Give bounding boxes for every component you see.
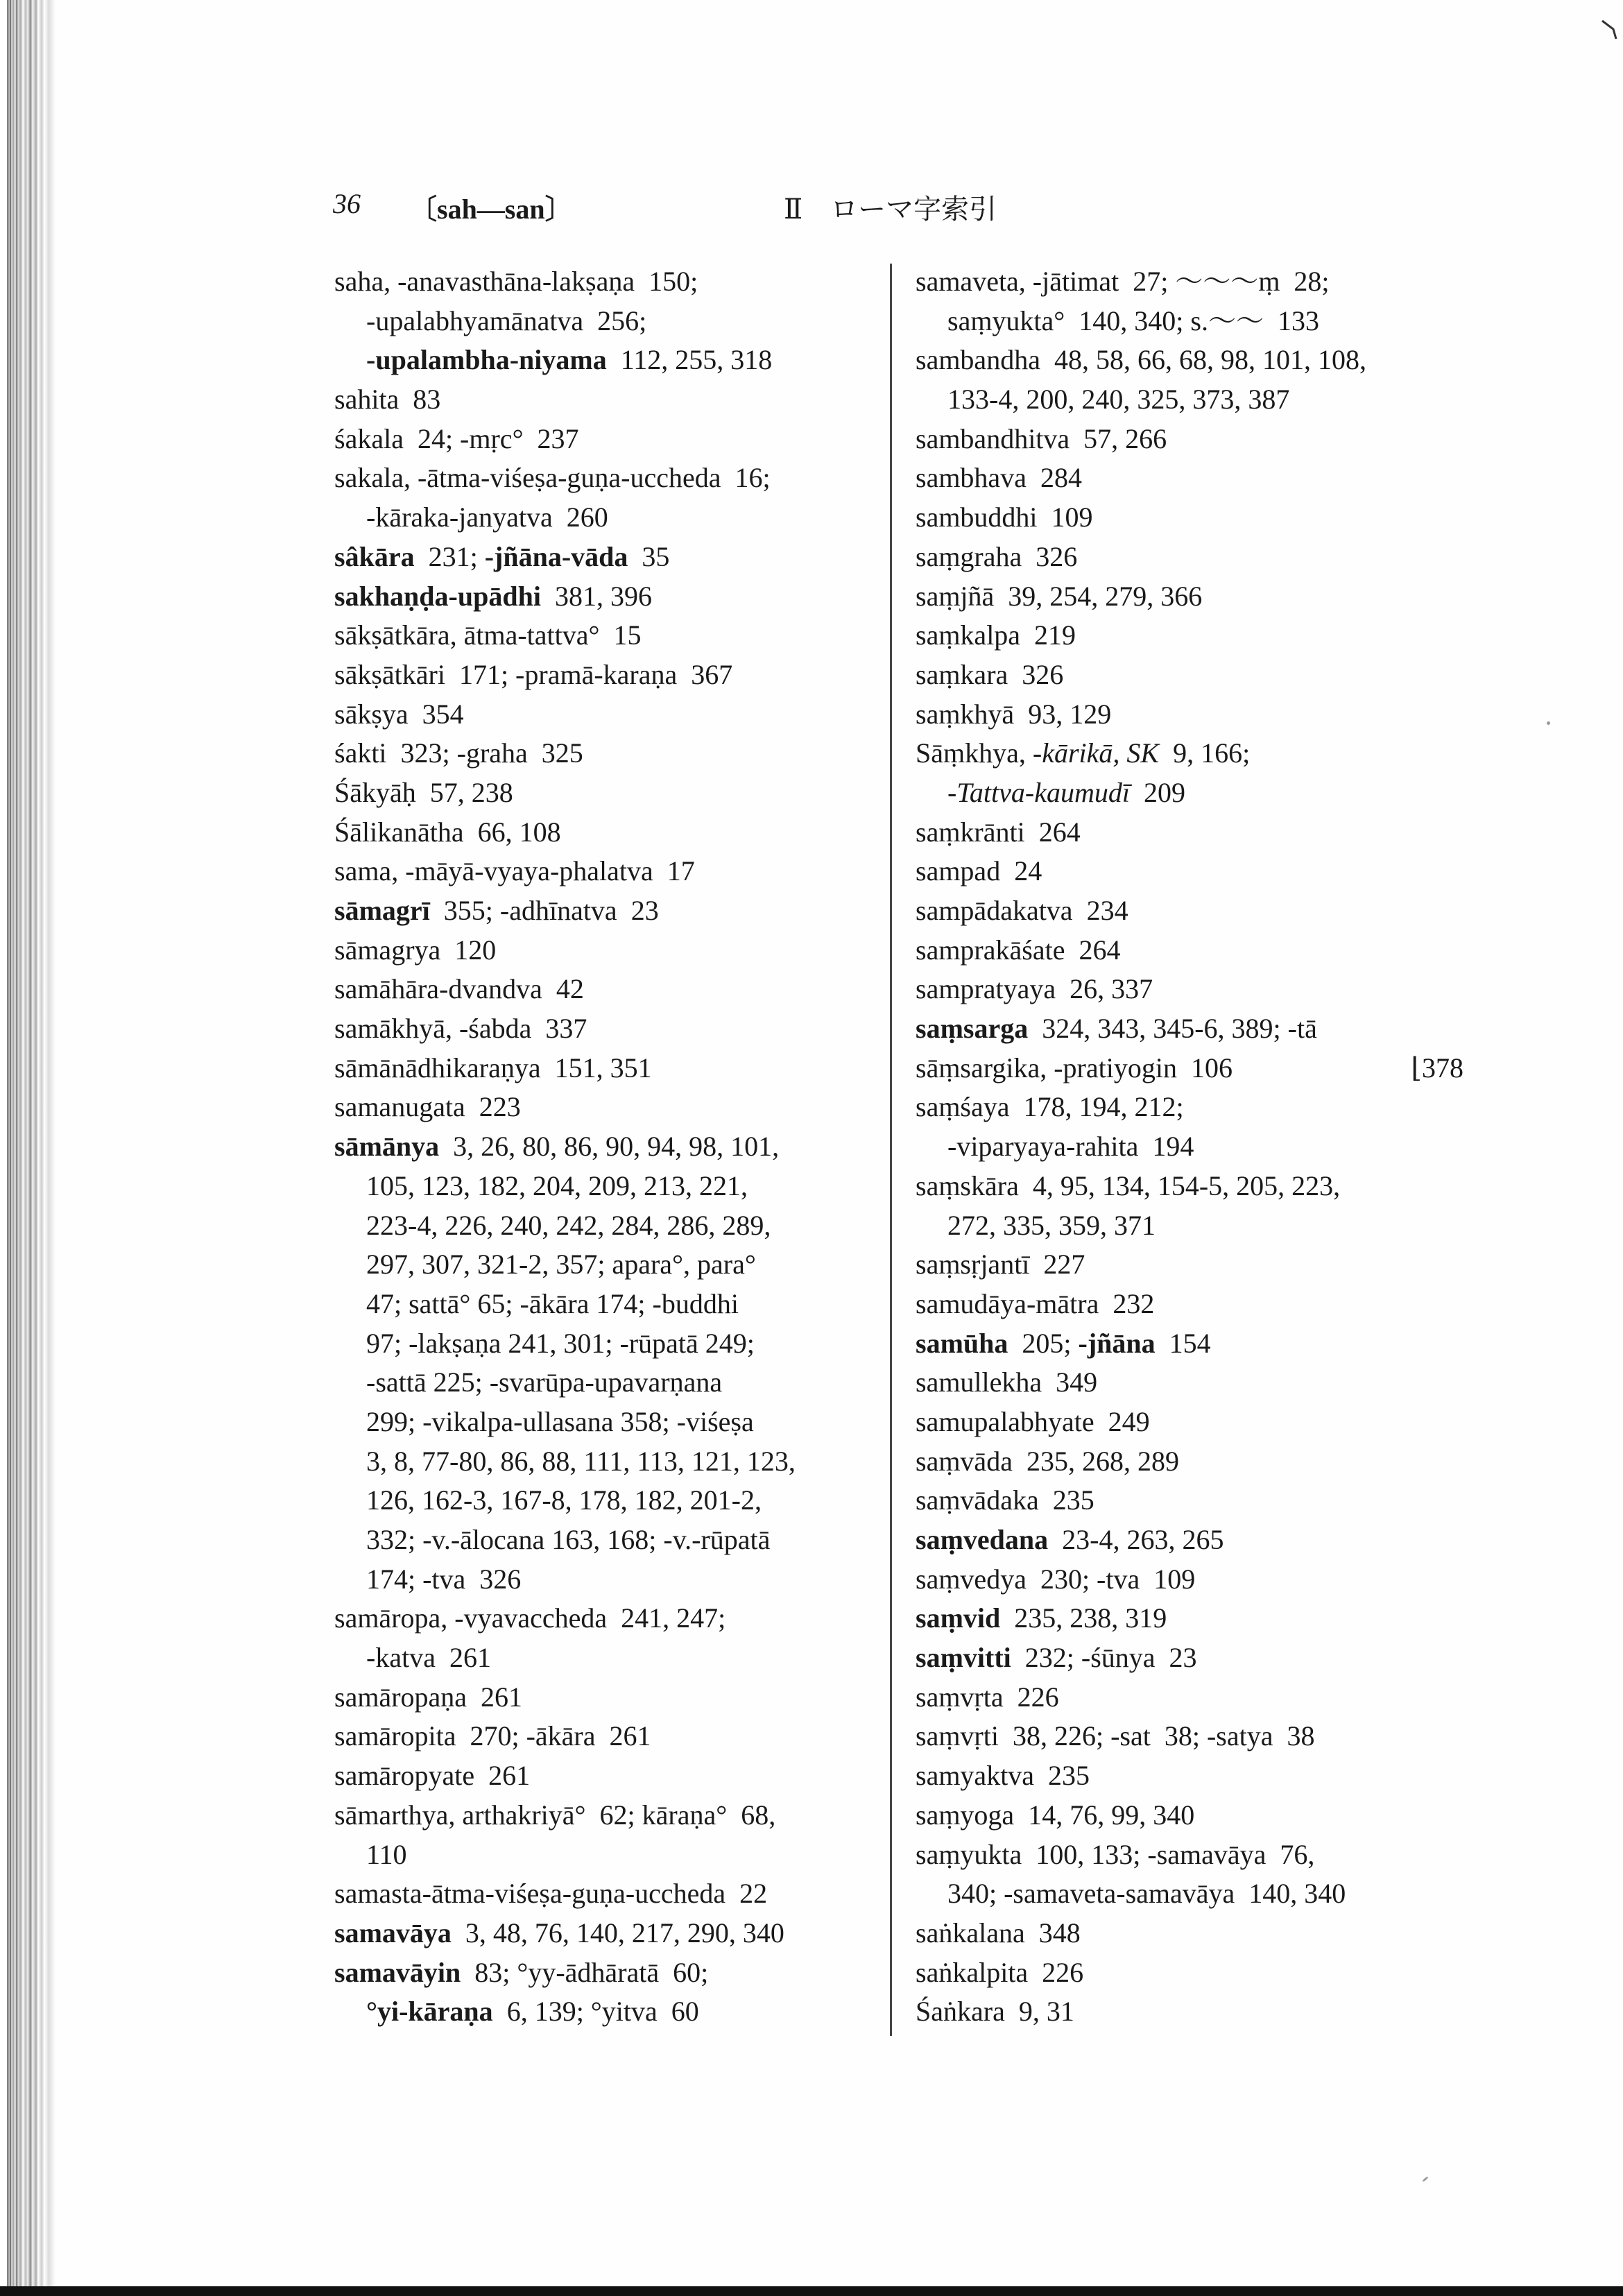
entry-text: 324, 343, 345-6, 389; -tā <box>1028 1013 1317 1045</box>
entry-text: sāmarthya, arthakriyā° 62; kāraṇa° 68, <box>334 1799 776 1831</box>
index-entry-continuation <box>916 1874 1491 1914</box>
entry-text: sākṣya 354 <box>334 698 464 730</box>
index-entry <box>334 773 910 813</box>
index-entry <box>916 734 1491 773</box>
headword-bold: sāmānya <box>334 1131 440 1163</box>
index-entry <box>916 498 1491 538</box>
entry-text: saṃvedya 230; -tva 109 <box>916 1563 1196 1595</box>
index-entry <box>916 262 1491 302</box>
entry-text: sākṣātkāri 171; -pramā-karaṇa 367 <box>334 658 733 690</box>
entry-text: 35 <box>628 540 670 572</box>
index-entry <box>334 734 910 773</box>
index-entry-continuation <box>334 1285 910 1324</box>
entry-range: 〔sah—san〕 <box>409 194 573 225</box>
scan-speck <box>1422 2176 1429 2182</box>
entry-text: 126, 162-3, 167-8, 178, 182, 201-2, <box>366 1484 762 1516</box>
entry-text: sāmānādhikaraṇya 151, 351 <box>334 1052 652 1083</box>
entry-text: 205; <box>1008 1327 1079 1359</box>
index-entry <box>334 1796 910 1835</box>
entry-text: samāropita 270; -ākāra 261 <box>334 1720 651 1752</box>
index-column-right <box>916 262 1491 2032</box>
page-break-mark: ⌊378 <box>1411 1052 1463 1083</box>
index-entry-continuation <box>334 1403 910 1442</box>
index-entry <box>916 1678 1491 1717</box>
entry-text: -upalabhyamānatva 256; <box>366 305 647 336</box>
index-entry <box>334 1874 910 1914</box>
column-divider <box>890 264 892 2036</box>
entry-text: 97; -lakṣaṇa 241, 301; -rūpatā 249; <box>366 1327 755 1359</box>
entry-text: 9, 166; <box>1159 737 1251 769</box>
entry-text: sama, -māyā-vyaya-phalatva 17 <box>334 855 695 887</box>
entry-text: sambuddhi 109 <box>916 502 1093 533</box>
index-entry <box>916 1717 1491 1756</box>
entry-text: saṃjñā 39, 254, 279, 366 <box>916 580 1203 612</box>
index-entry <box>916 1167 1491 1206</box>
headword-bold: sakhaṇḍa-upādhi <box>334 580 541 612</box>
index-entry <box>334 1599 910 1638</box>
entry-text: 3, 8, 77-80, 86, 88, 111, 113, 121, 123, <box>366 1445 796 1477</box>
entry-text: 110 <box>366 1838 407 1870</box>
index-entry <box>334 656 910 695</box>
entry-text: sākṣātkāra, ātma-tattva° 15 <box>334 619 642 651</box>
index-entry <box>916 656 1491 695</box>
index-column-left <box>334 262 910 2032</box>
entry-text: saṃkara 326 <box>916 658 1064 690</box>
entry-text: sambhava 284 <box>916 462 1082 494</box>
entry-text: 3, 26, 80, 86, 90, 94, 98, 101, <box>439 1131 780 1163</box>
index-entry-continuation <box>334 1992 910 2032</box>
index-entry <box>334 970 910 1009</box>
index-entry-continuation <box>334 302 910 341</box>
entry-text: saṃyoga 14, 76, 99, 340 <box>916 1799 1195 1831</box>
index-entry-continuation <box>334 1167 910 1206</box>
index-entry-continuation <box>334 1520 910 1560</box>
index-entry <box>916 420 1491 459</box>
entry-text: -viparyaya-rahita 194 <box>947 1131 1194 1163</box>
index-entry <box>334 1088 910 1127</box>
entry-text: 232; -śūnya 23 <box>1011 1642 1197 1674</box>
index-entry <box>916 1403 1491 1442</box>
entry-text: saṃvādaka 235 <box>916 1484 1094 1516</box>
index-entry <box>334 577 910 617</box>
index-entry <box>916 695 1491 735</box>
entry-text: saṃvṛti 38, 226; -sat 38; -satya 38 <box>916 1720 1315 1752</box>
entry-text: 381, 396 <box>540 580 652 612</box>
entry-text: samākhyā, -śabda 337 <box>334 1013 587 1045</box>
index-entry <box>916 538 1491 577</box>
headword-bold: -jñāna <box>1078 1327 1156 1359</box>
index-entry <box>334 459 910 498</box>
entry-text: saṃskāra 4, 95, 134, 154-5, 205, 223, <box>916 1170 1341 1201</box>
book-binding-edge <box>0 0 55 2296</box>
entry-text: samāropa, -vyavaccheda 241, 247; <box>334 1602 726 1634</box>
entry-text: samanugata 223 <box>334 1091 521 1123</box>
entry-text: saṅkalpita 226 <box>916 1956 1084 1988</box>
index-entry <box>334 695 910 735</box>
index-entry-continuation <box>334 341 910 380</box>
entry-text: samudāya-mātra 232 <box>916 1287 1155 1319</box>
entry-text: saṅkalana 348 <box>916 1917 1081 1948</box>
index-entry <box>334 380 910 420</box>
index-entry <box>916 1756 1491 1796</box>
entry-text: saṃkrānti 264 <box>916 816 1081 848</box>
entry-text: śakala 24; -mṛc° 237 <box>334 422 579 454</box>
entry-text: 231; <box>414 540 485 572</box>
index-entry-continuation <box>334 1638 910 1678</box>
index-entry <box>334 813 910 853</box>
index-entry <box>916 1442 1491 1482</box>
entry-text: saṃsṛjantī 227 <box>916 1249 1085 1280</box>
entry-text: 6, 139; °yitva 60 <box>492 1996 699 2028</box>
index-entry <box>334 931 910 970</box>
entry-text: Śaṅkara 9, 31 <box>916 1996 1074 2028</box>
index-entry <box>916 813 1491 853</box>
entry-text: saṃkalpa 219 <box>916 619 1076 651</box>
entry-text: sāmagrya 120 <box>334 934 497 966</box>
entry-text: saṃvṛta 226 <box>916 1681 1059 1713</box>
index-entry <box>334 1953 910 1993</box>
entry-text: samāropyate 261 <box>334 1760 531 1792</box>
index-entry <box>334 891 910 931</box>
index-entry <box>334 852 910 891</box>
index-entry <box>916 891 1491 931</box>
index-entry <box>334 538 910 577</box>
page-number: 36 <box>333 188 361 219</box>
index-entry-continuation <box>334 1206 910 1246</box>
index-entry-continuation <box>916 380 1491 420</box>
index-entry-continuation <box>334 1835 910 1875</box>
headword-bold: saṃvitti <box>916 1642 1011 1674</box>
entry-text: 83; °yy-ādhāratā 60; <box>461 1956 709 1988</box>
index-entry <box>916 616 1491 656</box>
index-entry <box>916 931 1491 970</box>
entry-text: sambandhitva 57, 266 <box>916 422 1167 454</box>
index-entry-continuation <box>916 302 1491 341</box>
index-entry-continuation <box>916 1127 1491 1167</box>
entry-text: sāṃsargika, -pratiyogin 106 <box>916 1052 1233 1083</box>
entry-text: sahita 83 <box>334 384 441 415</box>
headword-bold: samavāyin <box>334 1956 461 1988</box>
index-entry <box>334 1009 910 1049</box>
entry-text: saṃkhyā 93, 129 <box>916 698 1112 730</box>
index-entry <box>916 1599 1491 1638</box>
entry-text: samullekha 349 <box>916 1367 1098 1398</box>
entry-text: saṃyukta° 140, 340; s.～～ 133 <box>947 305 1319 336</box>
entry-text: 154 <box>1155 1327 1211 1359</box>
index-entry <box>916 1009 1491 1049</box>
entry-text: samaveta, -jātimat 27; ～～～ṃ 28; <box>916 266 1330 297</box>
index-entry <box>916 1796 1491 1835</box>
index-entry <box>334 1049 910 1088</box>
index-entry <box>916 1953 1491 1993</box>
headword-bold: -upalambha-niyama <box>366 344 607 376</box>
index-entry <box>916 1481 1491 1520</box>
index-entry <box>916 341 1491 380</box>
entry-text: 297, 307, 321-2, 357; apara°, para° <box>366 1249 756 1280</box>
index-entry-continuation <box>334 498 910 538</box>
entry-text: 235, 238, 319 <box>1000 1602 1167 1634</box>
entry-text: samyaktva 235 <box>916 1760 1090 1792</box>
entry-text: sakala, -ātma-viśeṣa-guṇa-uccheda 16; <box>334 462 771 494</box>
scan-bottom-edge <box>0 2286 1623 2296</box>
entry-text: 105, 123, 182, 204, 209, 213, 221, <box>366 1170 748 1201</box>
entry-text: sampādakatva 234 <box>916 895 1128 926</box>
headword-bold: samavāya <box>334 1917 452 1948</box>
index-entry <box>334 1914 910 1953</box>
headword-bold: -jñāna-vāda <box>484 540 628 572</box>
index-entry <box>916 1245 1491 1285</box>
text-italic: -kārikā, SK <box>1032 737 1160 769</box>
entry-text: sampratyaya 26, 337 <box>916 973 1153 1005</box>
index-entry <box>334 1717 910 1756</box>
index-entry <box>916 852 1491 891</box>
entry-text: 112, 255, 318 <box>606 344 773 376</box>
entry-text: 340; -samaveta-samavāya 140, 340 <box>947 1878 1346 1910</box>
headword-bold: sāmagrī <box>334 895 430 926</box>
index-entry-continuation <box>334 1245 910 1285</box>
entry-text: samasta-ātma-viśeṣa-guṇa-uccheda 22 <box>334 1878 768 1910</box>
headword-bold: saṃsarga <box>916 1013 1029 1045</box>
section-title: Ⅱ ローマ字索引 <box>784 194 997 225</box>
index-entry <box>334 616 910 656</box>
index-entry-continuation <box>916 1206 1491 1246</box>
index-entry <box>916 1914 1491 1953</box>
entry-text: saha, -anavasthāna-lakṣaṇa 150; <box>334 266 698 297</box>
index-entry <box>916 970 1491 1009</box>
index-entry <box>334 1678 910 1717</box>
entry-text: 209 <box>1129 776 1185 808</box>
index-entry-continuation <box>334 1324 910 1364</box>
index-entry <box>916 1835 1491 1875</box>
entry-text: 133-4, 200, 240, 325, 373, 387 <box>947 384 1290 415</box>
index-entry <box>916 1560 1491 1600</box>
entry-text: 3, 48, 76, 140, 217, 290, 340 <box>451 1917 784 1948</box>
index-entry-continuation <box>334 1560 910 1600</box>
entry-text: 174; -tva 326 <box>366 1563 522 1595</box>
entry-text: 355; -adhīnatva 23 <box>429 895 659 926</box>
entry-text: samprakāśate 264 <box>916 934 1121 966</box>
index-entry <box>334 262 910 302</box>
entry-text: 47; sattā° 65; -ākāra 174; -buddhi <box>366 1287 739 1319</box>
index-entry <box>334 1756 910 1796</box>
index-entry <box>916 1049 1491 1088</box>
entry-text: Śākyāḥ 57, 238 <box>334 776 513 808</box>
entry-text: samupalabhyate 249 <box>916 1405 1150 1437</box>
entry-text: saṃśaya 178, 194, 212; <box>916 1091 1184 1123</box>
entry-text: 332; -v.-ālocana 163, 168; -v.-rūpatā <box>366 1524 771 1555</box>
entry-text: samāropaṇa 261 <box>334 1681 523 1713</box>
scan-speck <box>1547 721 1550 725</box>
index-entry <box>916 1324 1491 1364</box>
index-entry <box>916 577 1491 617</box>
entry-text: 299; -vikalpa-ullasana 358; -viśeṣa <box>366 1405 754 1437</box>
headword-bold: saṃvid <box>916 1602 1001 1634</box>
corner-mark-icon <box>1601 19 1619 40</box>
index-entry <box>916 1992 1491 2032</box>
index-entry <box>916 1638 1491 1678</box>
entry-text: sambandha 48, 58, 66, 68, 98, 101, 108, <box>916 344 1366 376</box>
entry-text: 23-4, 263, 265 <box>1048 1524 1224 1555</box>
index-entry <box>916 1285 1491 1324</box>
entry-text: saṃyukta 100, 133; -samavāya 76, <box>916 1838 1315 1870</box>
entry-text: Śālikanātha 66, 108 <box>334 816 561 848</box>
entry-text: sampad 24 <box>916 855 1042 887</box>
index-entry-continuation <box>334 1481 910 1520</box>
index-entry <box>916 1520 1491 1560</box>
headword-bold: samūha <box>916 1327 1008 1359</box>
headword-bold: °yi-kāraṇa <box>366 1996 493 2028</box>
index-entry-continuation <box>334 1442 910 1482</box>
entry-text: saṃvāda 235, 268, 289 <box>916 1445 1179 1477</box>
text-italic: -Tattva-kaumudī <box>947 776 1130 808</box>
entry-text: -katva 261 <box>366 1642 491 1674</box>
entry-text: -sattā 225; -svarūpa-upavarṇana <box>366 1367 723 1398</box>
entry-text: 223-4, 226, 240, 242, 284, 286, 289, <box>366 1209 771 1241</box>
index-entry <box>334 1127 910 1167</box>
entry-text: saṃgraha 326 <box>916 540 1078 572</box>
index-entry-continuation <box>334 1363 910 1403</box>
entry-text: 272, 335, 359, 371 <box>947 1209 1156 1241</box>
index-entry <box>334 420 910 459</box>
entry-text: -kāraka-janyatva 260 <box>366 502 608 533</box>
entry-text: śakti 323; -graha 325 <box>334 737 583 769</box>
index-entry <box>916 1088 1491 1127</box>
index-entry <box>916 1363 1491 1403</box>
page-header <box>333 187 1443 229</box>
entry-text: Sāṃkhya, <box>916 737 1033 769</box>
index-entry <box>916 459 1491 498</box>
entry-text: samāhāra-dvandva 42 <box>334 973 584 1005</box>
index-entry-continuation <box>916 773 1491 813</box>
headword-bold: saṃvedana <box>916 1524 1049 1555</box>
headword-bold: sâkāra <box>334 540 415 572</box>
